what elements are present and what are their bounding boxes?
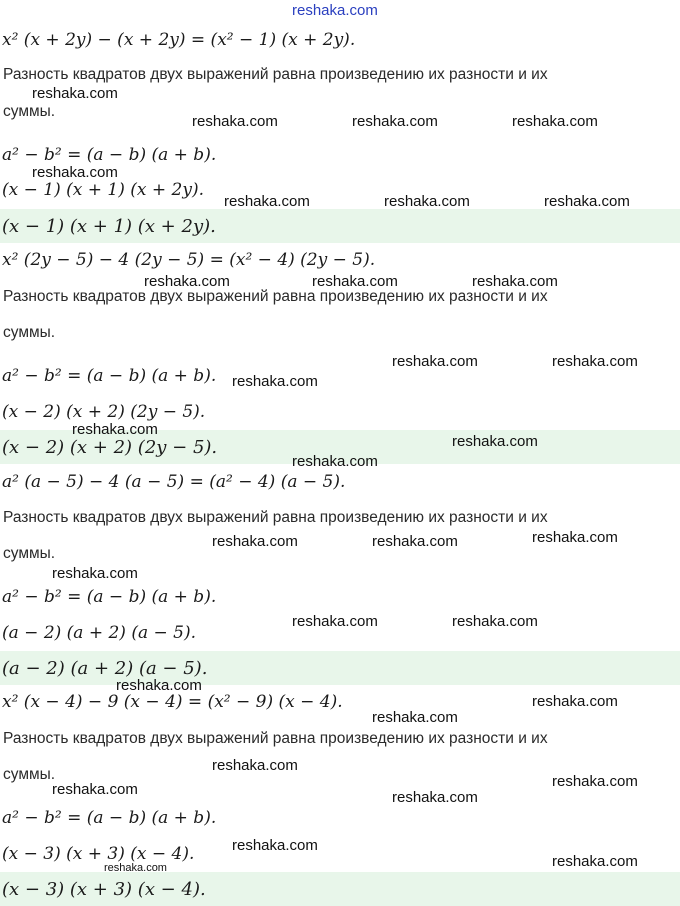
formula-line: a² − b² = (a − b) (a + b). [2,808,217,828]
watermark: reshaka.com [232,837,318,854]
answer-line: (x − 2) (x + 2) (2y − 5). [2,437,218,458]
watermark: reshaka.com [232,373,318,390]
watermark: reshaka.com [292,453,378,470]
watermark: reshaka.com [104,862,167,874]
equation-line: a² (a − 5) − 4 (a − 5) = (a² − 4) (a − 5). [2,472,346,492]
explanation-text: суммы. [3,324,56,341]
watermark: reshaka.com [212,533,298,550]
watermark: reshaka.com [384,193,470,210]
watermark: reshaka.com [52,781,138,798]
equation-line: (x − 3) (x + 3) (x − 4). [2,844,195,864]
equation-line: x² (x + 2y) − (x + 2y) = (x² − 1) (x + 2y). [2,30,356,50]
formula-line: a² − b² = (a − b) (a + b). [2,587,217,607]
answer-highlight [0,872,680,906]
watermark: reshaka.com [552,853,638,870]
watermark: reshaka.com [72,421,158,438]
equation-line: (x − 2) (x + 2) (2y − 5). [2,402,206,422]
watermark: reshaka.com [192,113,278,130]
explanation-text: суммы. [3,766,56,783]
watermark: reshaka.com [392,789,478,806]
watermark: reshaka.com [52,565,138,582]
watermark: reshaka.com [292,613,378,630]
watermark: reshaka.com [32,164,118,181]
explanation-text: Разность квадратов двух выражений равна произведению их разности и их [3,66,548,83]
watermark: reshaka.com [212,757,298,774]
watermark: reshaka.com [312,273,398,290]
explanation-text: Разность квадратов двух выражений равна произведению их разности и их [3,730,548,747]
answer-line: (x − 1) (x + 1) (x + 2y). [2,216,216,237]
watermark: reshaka.com [372,709,458,726]
watermark: reshaka.com [392,353,478,370]
watermark: reshaka.com [352,113,438,130]
watermark: reshaka.com [552,773,638,790]
formula-line: a² − b² = (a − b) (a + b). [2,366,217,386]
watermark: reshaka.com [512,113,598,130]
watermark: reshaka.com [144,273,230,290]
answer-highlight [0,209,680,243]
watermark: reshaka.com [116,677,202,694]
watermark: reshaka.com [452,433,538,450]
answer-highlight [0,651,680,685]
equation-line: x² (x − 4) − 9 (x − 4) = (x² − 9) (x − 4). [2,692,343,712]
watermark: reshaka.com [292,2,378,19]
watermark: reshaka.com [544,193,630,210]
watermark: reshaka.com [552,353,638,370]
watermark: reshaka.com [452,613,538,630]
equation-line: x² (2y − 5) − 4 (2y − 5) = (x² − 4) (2y − 5). [2,250,376,270]
explanation-text: суммы. [3,103,56,120]
equation-line: (x − 1) (x + 1) (x + 2y). [2,180,204,200]
explanation-text: Разность квадратов двух выражений равна произведению их разности и их [3,509,548,526]
explanation-text: Разность квадратов двух выражений равна произведению их разности и их [3,288,548,305]
formula-line: a² − b² = (a − b) (a + b). [2,145,217,165]
watermark: reshaka.com [532,529,618,546]
answer-line: (a − 2) (a + 2) (a − 5). [2,658,208,679]
watermark: reshaka.com [32,85,118,102]
watermark: reshaka.com [472,273,558,290]
answer-line: (x − 3) (x + 3) (x − 4). [2,879,206,900]
watermark: reshaka.com [532,693,618,710]
watermark: reshaka.com [224,193,310,210]
equation-line: (a − 2) (a + 2) (a − 5). [2,623,197,643]
explanation-text: суммы. [3,545,56,562]
watermark: reshaka.com [372,533,458,550]
